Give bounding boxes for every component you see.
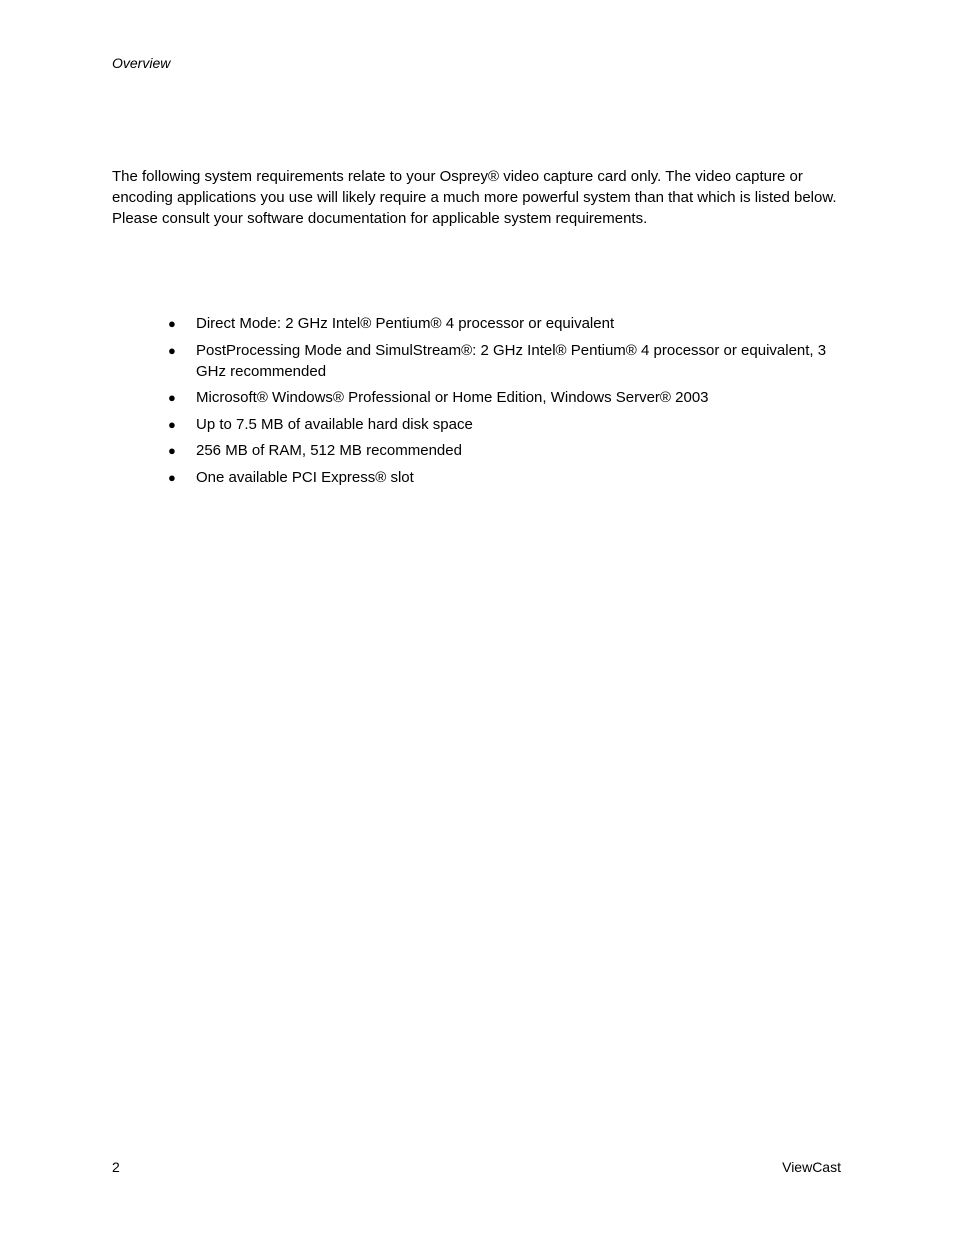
bullet-icon: ● — [168, 443, 176, 458]
bullet-icon: ● — [168, 390, 176, 405]
requirements-list — [168, 313, 858, 493]
bullet-icon: ● — [168, 342, 176, 358]
requirement-item — [168, 467, 858, 488]
requirement-text: One available PCI Express® slot — [196, 468, 414, 486]
bullet-icon: ● — [168, 416, 176, 432]
requirement-item — [168, 340, 858, 382]
requirement-text: 256 MB of RAM, 512 MB recommended — [196, 442, 462, 459]
requirement-text: PostProcessing Mode and SimulStream®: 2 GHz Intel® Pentium® 4 processor or equivalent, 3 GHz recommended — [196, 341, 827, 380]
footer-company: ViewCast — [782, 1159, 841, 1175]
bullet-icon: ● — [168, 316, 176, 331]
requirement-text: Up to 7.5 MB of available hard disk space — [196, 415, 473, 433]
page-number: 2 — [112, 1159, 120, 1175]
requirement-text: Direct Mode: 2 GHz Intel® Pentium® 4 processor or equivalent — [196, 315, 615, 332]
requirement-item — [168, 313, 858, 334]
intro-paragraph: The following system requirements relate to your Osprey® video capture card only. The video capture or encoding applications you use will likely require a much more powerful system than that which is listed below. Please consult your software documentation for applicable system requirements. — [112, 168, 837, 227]
requirement-text: Microsoft® Windows® Professional or Home Edition, Windows Server® 2003 — [196, 389, 709, 406]
bullet-icon: ● — [168, 469, 176, 485]
requirement-item — [168, 387, 858, 408]
running-header: Overview — [112, 55, 171, 71]
requirement-item — [168, 414, 858, 435]
requirement-item — [168, 440, 858, 461]
